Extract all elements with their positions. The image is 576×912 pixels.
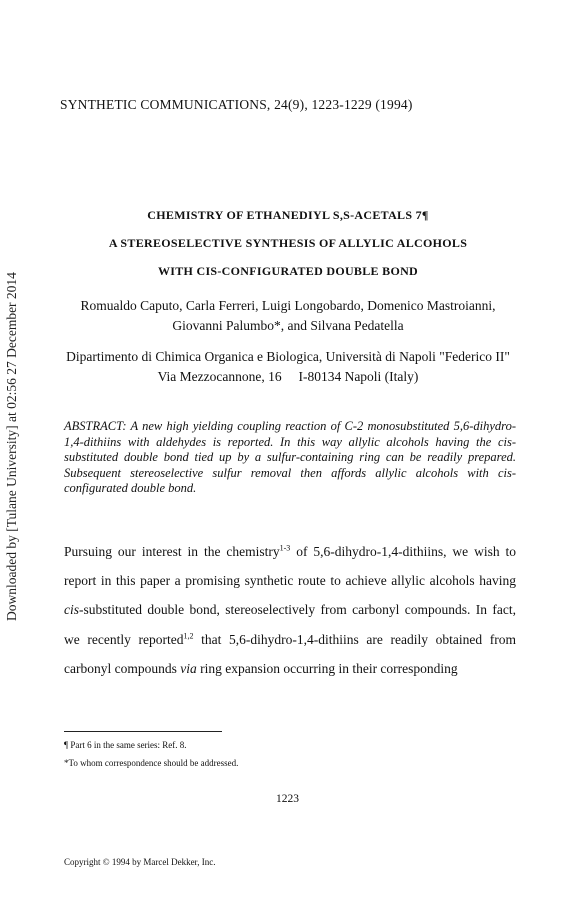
journal-header: SYNTHETIC COMMUNICATIONS, 24(9), 1223-1229 (1994) <box>60 97 413 112</box>
footnote-2: *To whom correspondence should be addressed. <box>64 758 239 768</box>
affiliation-line-2: Via Mezzocannone, 16 I-80134 Napoli (Italy) <box>157 369 419 384</box>
body-italic-cis: cis <box>64 602 79 618</box>
copyright-notice: Copyright © 1994 by Marcel Dekker, Inc. <box>64 857 216 867</box>
affiliation-line-1: Dipartimento di Chimica Organica e Biologica, Università di Napoli "Federico II" <box>66 349 510 364</box>
page-number: 1223 <box>276 793 299 805</box>
footnote-rule <box>64 731 222 732</box>
body-text-c: -substituted double bond, stereoselectively from carbonyl compounds. In fact, we recently reported <box>64 602 516 647</box>
reference-superscript: 1,2 <box>183 631 194 641</box>
article-title-line-2: A STEREOSELECTIVE SYNTHESIS OF ALLYLIC ALCOHOLS <box>108 236 468 250</box>
abstract: ABSTRACT: A new high yielding coupling reaction of C-2 monosubstituted 5,6-dihydro-1,4-dithiins with aldehydes is reported. In this way allylic alcohols having the cis-substituted double bond tied up by a sulfur-containing ring can be readily prepared. Subsequent stereoselective sulfur removal then affords allylic alcohols with cis-configurated double bond. <box>64 419 516 496</box>
footnote-1: ¶ Part 6 in the same series: Ref. 8. <box>64 740 187 750</box>
body-text-e: ring expansion occurring in their corresponding <box>196 660 458 676</box>
body-italic-via: via <box>180 660 197 676</box>
authors-line-1: Romualdo Caputo, Carla Ferreri, Luigi Longobardo, Domenico Mastroianni, <box>80 298 496 313</box>
authors <box>60 296 516 336</box>
body-text-d: that 5,6-dihydro-1,4-dithiins are readily obtained from carbonyl compounds <box>64 631 516 676</box>
download-watermark: Downloaded by [Tulane University] at 02:56 27 December 2014 <box>4 272 19 621</box>
body-paragraph <box>64 537 516 683</box>
body-text-a: Pursuing our interest in the chemistry <box>64 544 280 559</box>
body-text-b: of 5,6-dihydro-1,4-dithiins, we wish to report in this paper a promising synthetic route to achieve allylic alcohols having <box>64 544 516 589</box>
article-title-line-1: CHEMISTRY OF ETHANEDIYL S,S-ACETALS 7¶ <box>147 208 429 222</box>
authors-line-2: Giovanni Palumbo*, and Silvana Pedatella <box>172 318 404 333</box>
article-title-line-3: WITH CIS-CONFIGURATED DOUBLE BOND <box>157 264 419 278</box>
affiliation <box>60 347 516 387</box>
reference-superscript: 1-3 <box>279 543 291 553</box>
